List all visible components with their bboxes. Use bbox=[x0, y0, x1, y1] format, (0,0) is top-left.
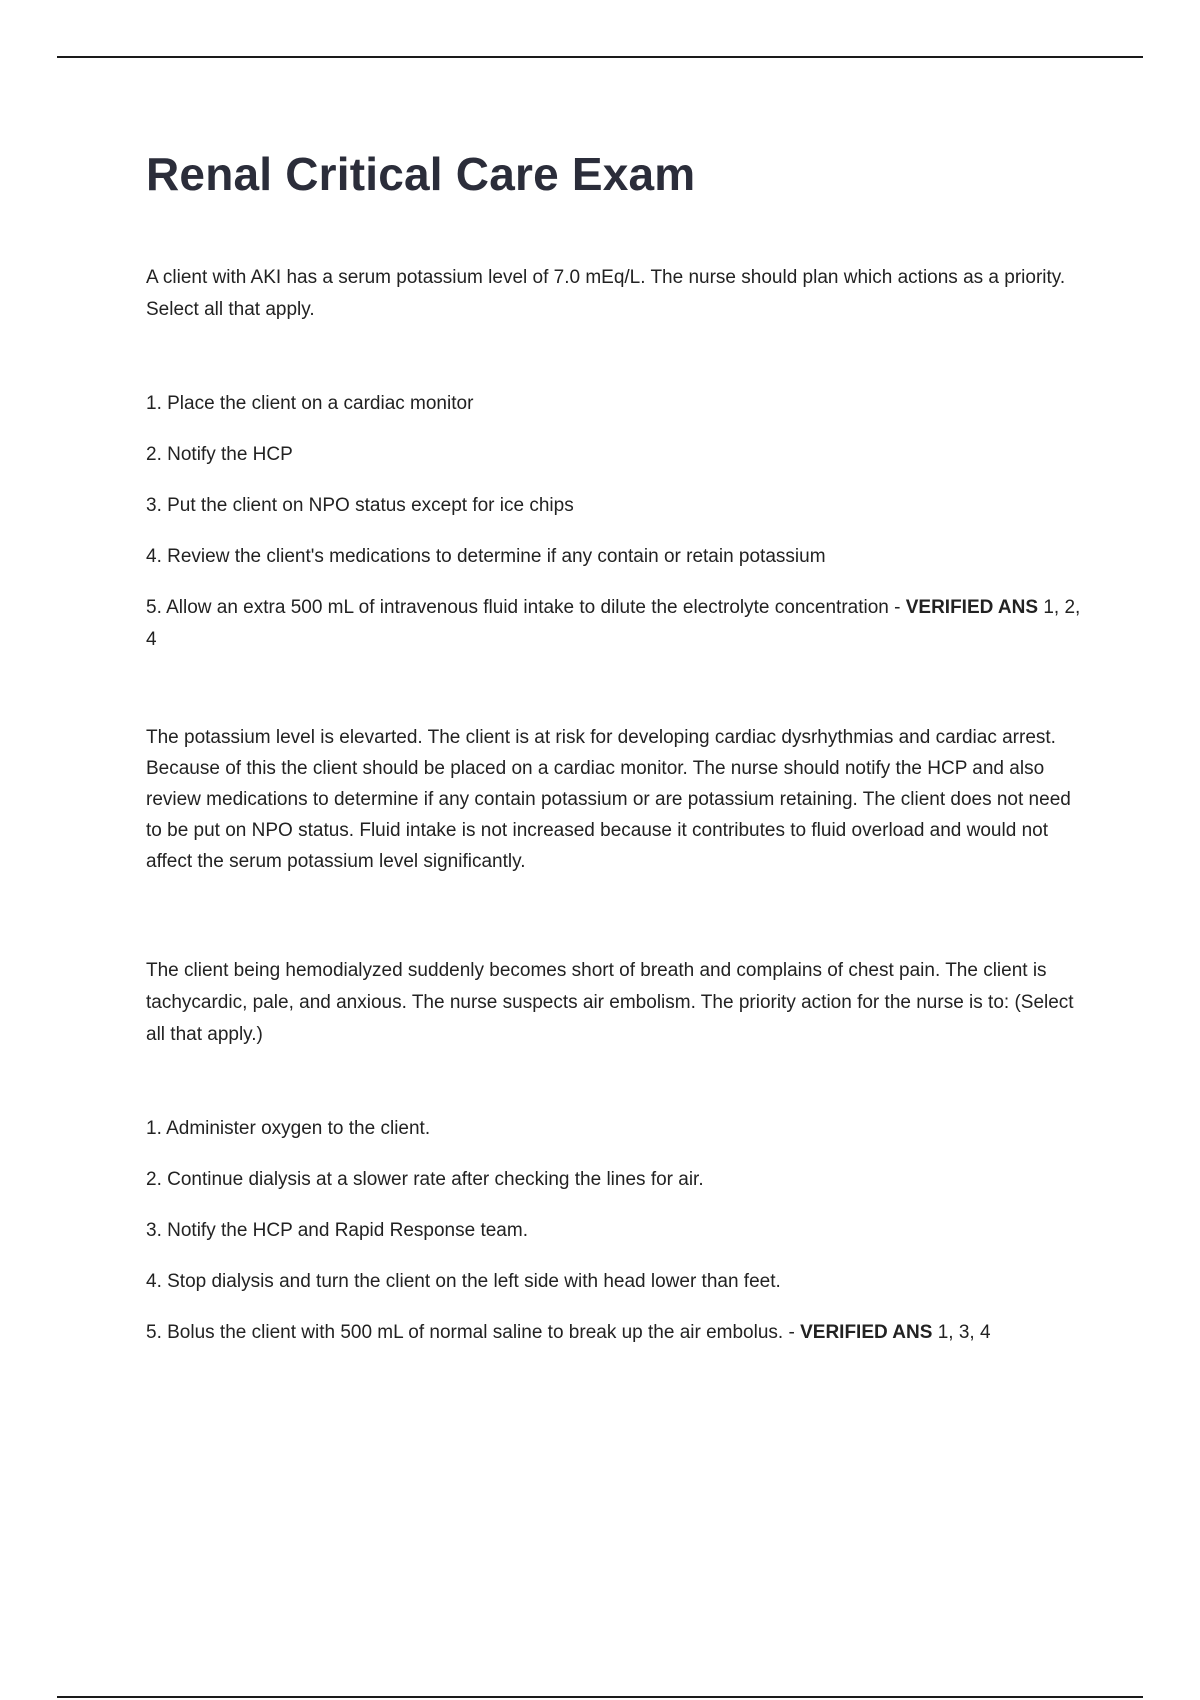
question-2-stem: The client being hemodialyzed suddenly becomes short of breath and complains of chest pain. The client is tachycardic, pale, and anxious. The nurse suspects air embolism. The priority action for the nurse is to: (Select all that apply.) bbox=[146, 960, 1074, 1045]
question-1-option: 2. Notify the HCP bbox=[146, 444, 293, 465]
verified-answer-label: VERIFIED ANS bbox=[905, 597, 1039, 618]
question-1-option: 1. Place the client on a cardiac monitor bbox=[146, 393, 474, 414]
question-2-option: 3. Notify the HCP and Rapid Response team. bbox=[146, 1220, 528, 1241]
question-2-option-text: 5. Bolus the client with 500 mL of normal saline to break up the air embolus. - bbox=[146, 1322, 801, 1343]
question-2-option-last bbox=[146, 1317, 1086, 1349]
question-1-option-text: 5. Allow an extra 500 mL of intravenous fluid intake to dilute the electrolyte concentration - bbox=[146, 597, 906, 618]
question-1-stem: A client with AKI has a serum potassium level of 7.0 mEq/L. The nurse should plan which actions as a priority. Select all that apply. bbox=[146, 267, 1066, 320]
question-2-option: 2. Continue dialysis at a slower rate after checking the lines for air. bbox=[146, 1169, 704, 1190]
verified-answer-label: VERIFIED ANS bbox=[800, 1322, 933, 1343]
question-2-option: 4. Stop dialysis and turn the client on the left side with head lower than feet. bbox=[146, 1271, 781, 1292]
question-1-rationale: The potassium level is elevarted. The client is at risk for developing cardiac dysrhythmias and cardiac arrest. Because of this the client should be placed on a cardiac monitor. The nurse should notify the HCP and also review medications to determine if any contain potassium or are potassium retaining. The client does not need to be put on NPO status. Fluid intake is not increased because it contributes to fluid overload and would not affect the serum potassium level significantly. bbox=[146, 727, 1071, 872]
question-1-option: 3. Put the client on NPO status except for ice chips bbox=[146, 495, 574, 516]
question-1-options bbox=[146, 388, 1086, 656]
question-1-option-last bbox=[146, 592, 1086, 656]
question-2-option: 1. Administer oxygen to the client. bbox=[146, 1118, 431, 1139]
bottom-divider bbox=[57, 1696, 1143, 1698]
question-1-option: 4. Review the client's medications to determine if any contain or retain potassium bbox=[146, 546, 826, 567]
question-2-options bbox=[146, 1113, 1086, 1349]
verified-answer-value: 1, 3, 4 bbox=[932, 1322, 991, 1343]
page-title: Renal Critical Care Exam bbox=[146, 148, 696, 200]
verified-answer-value: 1, 2, 4 bbox=[146, 597, 1081, 650]
top-divider bbox=[57, 56, 1143, 58]
document-body bbox=[146, 140, 1086, 1349]
